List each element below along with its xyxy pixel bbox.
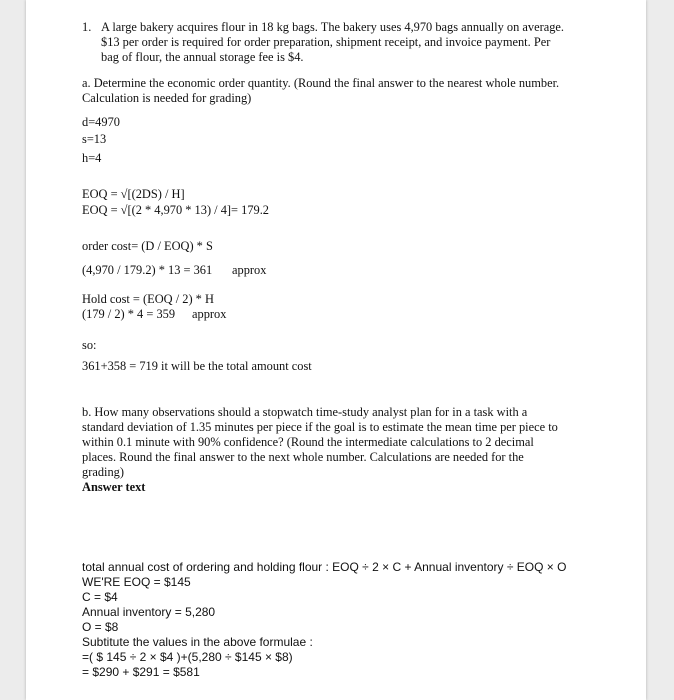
given-d: d=4970 xyxy=(82,115,120,129)
order-cost-calculation: (4,970 / 179.2) * 13 = 361 xyxy=(82,263,213,277)
eoq-calculation: EOQ = √[(2 * 4,970 * 13) / 4]= 179.2 xyxy=(82,203,269,217)
answer-line-4: Annual inventory = 5,280 xyxy=(82,605,216,619)
so-label: so: xyxy=(82,338,97,352)
part-b-line-3: within 0.1 minute with 90% confidence? (Round the intermediate calculations to 2 decimal xyxy=(82,435,534,449)
answer-line-5: O = $8 xyxy=(82,620,119,634)
part-b-line-2: standard deviation of 1.35 minutes per piece if the goal is to estimate the mean time per piece to xyxy=(82,420,558,434)
question-text-line-3: bag of flour, the annual storage fee is $4. xyxy=(101,50,304,64)
part-b-line-1: b. How many observations should a stopwatch time-study analyst plan for in a task with a xyxy=(82,405,528,419)
part-b-line-5: grading) xyxy=(82,465,124,479)
given-h: h=4 xyxy=(82,151,102,165)
answer-line-2: WE'RE EOQ = $145 xyxy=(82,575,191,589)
hold-cost-note: approx xyxy=(192,307,227,321)
question-text-line-1: A large bakery acquires flour in 18 kg bags. The bakery uses 4,970 bags annually on average. xyxy=(101,20,565,34)
total-cost-line: 361+358 = 719 it will be the total amount cost xyxy=(82,359,312,373)
answer-line-6: Subtitute the values in the above formulae : xyxy=(82,635,313,649)
order-cost-formula: order cost= (D / EOQ) * S xyxy=(82,239,213,253)
answer-line-3: C = $4 xyxy=(82,590,118,604)
answer-line-8: = $290 + $291 = $581 xyxy=(82,665,200,679)
answer-label: Answer text xyxy=(82,480,146,494)
part-a-line-1: a. Determine the economic order quantity. (Round the final answer to the nearest whole number. xyxy=(82,76,560,90)
given-s: s=13 xyxy=(82,132,107,146)
answer-line-1: total annual cost of ordering and holding flour : EOQ ÷ 2 × C + Annual inventory ÷ EOQ × O xyxy=(82,560,567,574)
part-a-line-2: Calculation is needed for grading) xyxy=(82,91,252,105)
part-b-line-4: places. Round the final answer to the next whole number. Calculations are needed for the xyxy=(82,450,524,464)
question-text-line-2: $13 per order is required for order preparation, shipment receipt, and invoice payment. Per xyxy=(101,35,551,49)
question-number: 1. xyxy=(82,20,92,34)
hold-cost-formula: Hold cost = (EOQ / 2) * H xyxy=(82,292,214,306)
answer-line-7: =( $ 145 ÷ 2 × $4 )+(5,280 ÷ $145 × $8) xyxy=(82,650,293,664)
document-page xyxy=(26,0,646,700)
order-cost-note: approx xyxy=(232,263,267,277)
hold-cost-calculation: (179 / 2) * 4 = 359 xyxy=(82,307,176,321)
eoq-formula: EOQ = √[(2DS) / H] xyxy=(82,187,185,201)
